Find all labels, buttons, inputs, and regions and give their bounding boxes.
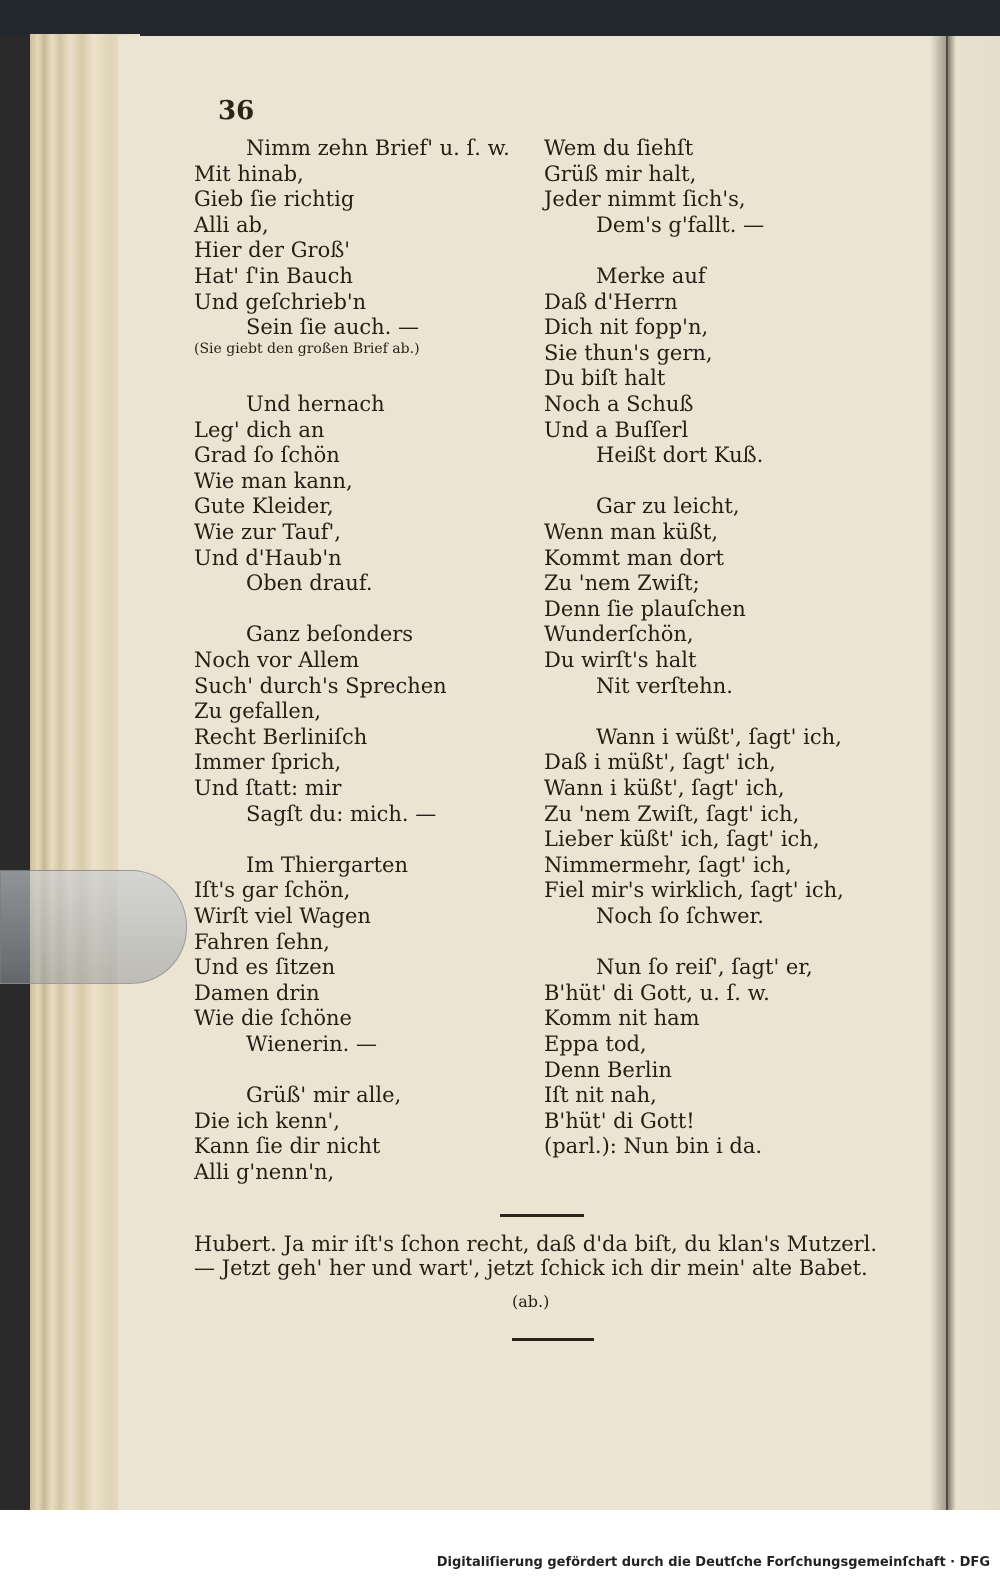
verse-line: Wann i küßt', ſagt' ich, xyxy=(544,776,785,800)
verse-line: Wienerin. — xyxy=(246,1032,377,1056)
verse-line: Dich nit fopp'n, xyxy=(544,315,709,340)
verse-line: Und d'Haub'n xyxy=(194,545,342,570)
verse-line: Wie die ſchöne xyxy=(194,1006,352,1031)
verse-line: Wie man kann, xyxy=(194,468,353,493)
verse-line: Nit verſtehn. xyxy=(596,673,733,698)
right-column xyxy=(544,136,914,1186)
verse-line: Du wirſt's halt xyxy=(544,648,697,672)
scan-background-top xyxy=(0,0,1000,36)
verse-line: Zu 'nem Zwiſt; xyxy=(544,571,700,596)
verse-line: Recht Berliniſch xyxy=(194,724,368,749)
verse-line: Alli ab, xyxy=(194,212,269,237)
verse-line: Merke auf xyxy=(596,264,706,288)
footer-paragraph: Hubert. Ja mir iſt's ſchon recht, daß d'da biſt, du klan's Mutzerl. — Jetzt geh' her und wart', jetzt ſchick ich dir mein' alte Babet. xyxy=(194,1232,878,1280)
verse-line: Noch vor Allem xyxy=(194,648,360,672)
verse-line: Gieb ſie richtig xyxy=(194,187,355,212)
verse-line: Gute Kleider, xyxy=(194,494,334,519)
section-rule-top xyxy=(500,1214,584,1217)
verse-line: Damen drin xyxy=(194,980,320,1005)
verse-line: Denn ſie plauſchen xyxy=(544,596,746,621)
verse-line: Wirſt viel Wagen xyxy=(194,904,371,928)
verse-line: Hat' ſ'in Bauch xyxy=(194,264,353,288)
verse-line: Ganz beſonders xyxy=(246,622,414,647)
verse-line: B'hüt' di Gott, u. ſ. w. xyxy=(544,980,770,1005)
verse-line: Kann ſie dir nicht xyxy=(194,1134,381,1159)
verse-line: Heißt dort Kuß. xyxy=(596,443,764,468)
verse-line: Oben drauf. xyxy=(246,571,373,596)
verse-line: Hier der Groß' xyxy=(194,238,351,263)
verse-line: Und a Buſſerl xyxy=(544,417,689,442)
verse-line: Lieber küßt' ich, ſagt' ich, xyxy=(544,827,820,852)
verse-line: Mit hinab, xyxy=(194,161,304,186)
verse-line: Dem's g'fallt. — xyxy=(596,212,765,237)
verse-line: Such' durch's Sprechen xyxy=(194,673,447,698)
next-page-edge xyxy=(946,36,1000,1510)
verse-line: Immer ſprich, xyxy=(194,750,342,775)
verse-line: Die ich kenn', xyxy=(194,1108,340,1133)
verse-line: Und geſchrieb'n xyxy=(194,289,367,314)
verse-line: Im Thiergarten xyxy=(246,852,408,877)
verse-line: Wie zur Tauf', xyxy=(194,520,341,544)
verse-line: (parl.): Nun bin i da. xyxy=(544,1134,763,1159)
verse-line: Jeder nimmt ſich's, xyxy=(544,187,746,212)
footer-stage-direction: (ab.) xyxy=(512,1292,550,1311)
verse-line: Grad ſo ſchön xyxy=(194,443,340,468)
verse-line: Alli g'nenn'n, xyxy=(194,1160,335,1184)
verse-line: Nimmermehr, ſagt' ich, xyxy=(544,852,792,877)
verse-line: Nun ſo reiſ', ſagt' er, xyxy=(596,955,813,980)
verse-line: Fiel mir's wirklich, ſagt' ich, xyxy=(544,878,844,903)
verse-line: Sein ſie auch. — xyxy=(246,315,420,340)
verse-line: Sie thun's gern, xyxy=(544,340,713,365)
verse-line: Wenn man küßt, xyxy=(544,520,719,544)
verse-line: Zu 'nem Zwiſt, ſagt' ich, xyxy=(544,801,800,826)
verse-line: Daß i müßt', ſagt' ich, xyxy=(544,750,776,775)
verse-line: (Sie giebt den großen Brief ab.) xyxy=(194,340,420,357)
verse-line: Eppa tod, xyxy=(544,1032,647,1056)
verse-line: Daß d'Herrn xyxy=(544,289,678,314)
verse-line: Wem du ſiehſt xyxy=(544,136,694,160)
verse-line: Grüß' mir alle, xyxy=(246,1083,402,1108)
verse-line: Noch a Schuß xyxy=(544,392,694,416)
verse-line: Wann i wüßt', ſagt' ich, xyxy=(596,724,842,749)
page-number: 36 xyxy=(218,96,255,126)
verse-line: Du biſt halt xyxy=(544,366,666,391)
left-column xyxy=(194,136,534,1186)
verse-line: Und hernach xyxy=(246,392,385,416)
digitization-credit: Digitaliſierung gefördert durch die Deutſche Forſchungsgemeinſchaft · DFG xyxy=(436,1555,990,1570)
spine-shadow xyxy=(930,36,948,1514)
verse-line: Fahren ſehn, xyxy=(194,929,330,954)
verse-line: Gar zu leicht, xyxy=(596,494,740,519)
verse-line: Zu gefallen, xyxy=(194,699,322,724)
verse-line: Denn Berlin xyxy=(544,1057,672,1082)
page-clip xyxy=(0,870,187,984)
verse-line: Leg' dich an xyxy=(194,417,325,442)
verse-line: B'hüt' di Gott! xyxy=(544,1108,695,1133)
verse-line: Und es ſitzen xyxy=(194,955,336,980)
verse-line: Iſt's gar ſchön, xyxy=(194,878,351,903)
verse-line: Grüß mir halt, xyxy=(544,161,697,186)
verse-line: Noch ſo ſchwer. xyxy=(596,904,764,928)
verse-line: Iſt nit nah, xyxy=(544,1083,657,1108)
verse-line: Komm nit ham xyxy=(544,1006,700,1031)
section-rule-bottom xyxy=(512,1338,594,1341)
verse-line: Sagſt du: mich. — xyxy=(246,801,437,826)
verse-line: Nimm zehn Brief' u. ſ. w. xyxy=(246,136,510,160)
verse-line: Und ſtatt: mir xyxy=(194,776,342,800)
verse-line: Wunderſchön, xyxy=(544,622,694,647)
verse-line: Kommt man dort xyxy=(544,545,724,570)
